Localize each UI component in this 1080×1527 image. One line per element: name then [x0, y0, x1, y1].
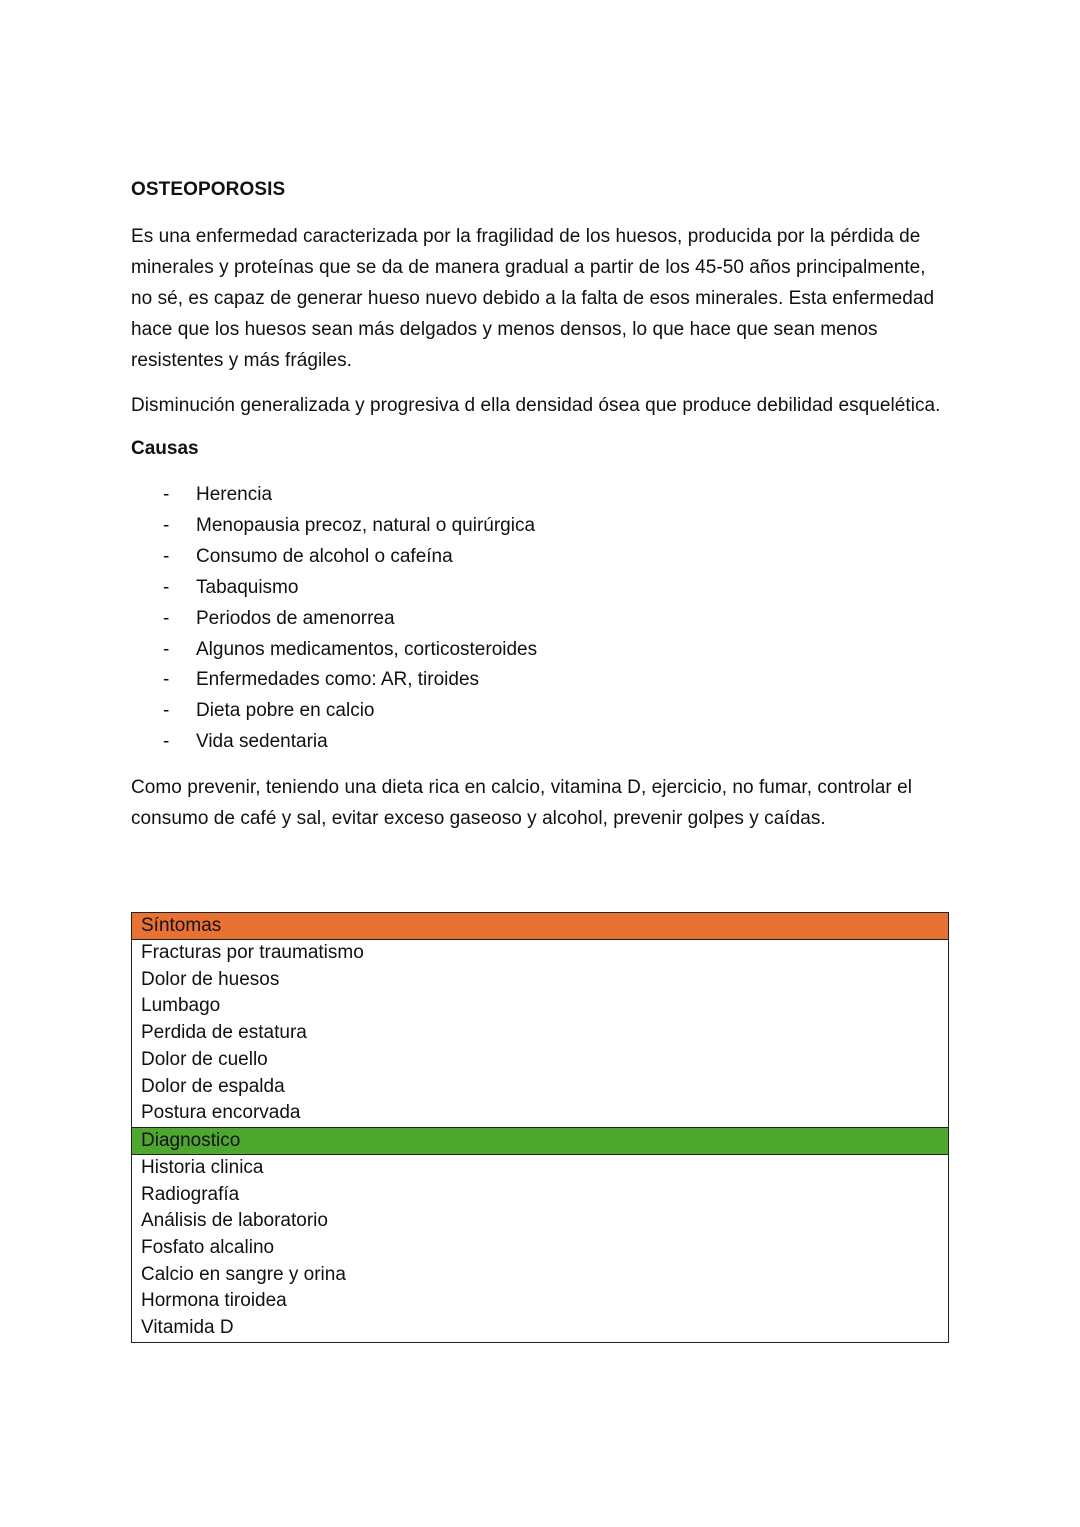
- dash-bullet-icon: -: [163, 514, 170, 536]
- table-row: Radiografía: [141, 1183, 240, 1205]
- list-item: - Herencia: [131, 480, 951, 511]
- dash-bullet-icon: -: [163, 545, 170, 567]
- dash-bullet-icon: -: [163, 607, 170, 629]
- causes-list: [131, 480, 951, 758]
- table-row: Postura encorvada: [141, 1102, 301, 1124]
- table-row: Fracturas por traumatismo: [141, 942, 364, 963]
- dash-bullet-icon: -: [163, 638, 170, 660]
- document-body: [131, 176, 951, 848]
- summary-paragraph: Disminución generalizada y progresiva d ella densidad ósea que produce debilidad esquelética.: [131, 395, 941, 416]
- list-item: - Vida sedentaria: [131, 727, 951, 758]
- dash-bullet-icon: -: [163, 669, 170, 691]
- table-row: Calcio en sangre y orina: [141, 1263, 346, 1285]
- symptoms-header: Síntomas: [132, 913, 948, 940]
- table-row: Dolor de cuello: [141, 1048, 268, 1070]
- table-row: Historia clinica: [141, 1156, 264, 1178]
- dash-bullet-icon: -: [163, 576, 170, 598]
- table-row: Análisis de laboratorio: [141, 1210, 328, 1232]
- list-item: - Menopausia precoz, natural o quirúrgica: [131, 511, 951, 542]
- dash-bullet-icon: -: [163, 484, 170, 505]
- table-row: Vitamida D: [141, 1317, 234, 1339]
- table-row: Dolor de espalda: [141, 1075, 285, 1097]
- table-row: Hormona tiroidea: [141, 1290, 287, 1312]
- symptoms-diagnosis-table: [131, 912, 949, 1343]
- dash-bullet-icon: -: [163, 700, 170, 722]
- list-item: - Enfermedades como: AR, tiroides: [131, 665, 951, 696]
- causes-heading: Causas: [131, 438, 199, 459]
- prevention-paragraph: Como prevenir, teniendo una dieta rica en calcio, vitamina D, ejercicio, no fumar, controlar el consumo de café y sal, evitar exceso gaseoso y alcohol, prevenir golpes y caídas.: [131, 777, 912, 830]
- document-title: OSTEOPOROSIS: [131, 179, 286, 200]
- table-row: Lumbago: [141, 995, 221, 1017]
- table-row: Perdida de estatura: [141, 1022, 307, 1044]
- list-item: - Consumo de alcohol o cafeína: [131, 542, 951, 573]
- table-row: Dolor de huesos: [141, 968, 280, 990]
- table-row: Fosfato alcalino: [141, 1237, 275, 1259]
- list-item: - Periodos de amenorrea: [131, 604, 951, 635]
- dash-bullet-icon: -: [163, 731, 170, 753]
- list-item: - Tabaquismo: [131, 573, 951, 604]
- definition-paragraph: Es una enfermedad caracterizada por la fragilidad de los huesos, producida por la pérdida de minerales y proteínas que se da de manera gradual a partir de los 45-50 años principalmente, no sé, es capaz de generar hueso nuevo debido a la falta de esos minerales. Esta enfermedad hace que los huesos sean más delgados y menos densos, lo que hace que sean menos resistentes y más frágiles.: [131, 226, 935, 371]
- diagnosis-header: Diagnostico: [132, 1127, 948, 1155]
- list-item: - Algunos medicamentos, corticosteroides: [131, 635, 951, 666]
- list-item: - Dieta pobre en calcio: [131, 696, 951, 727]
